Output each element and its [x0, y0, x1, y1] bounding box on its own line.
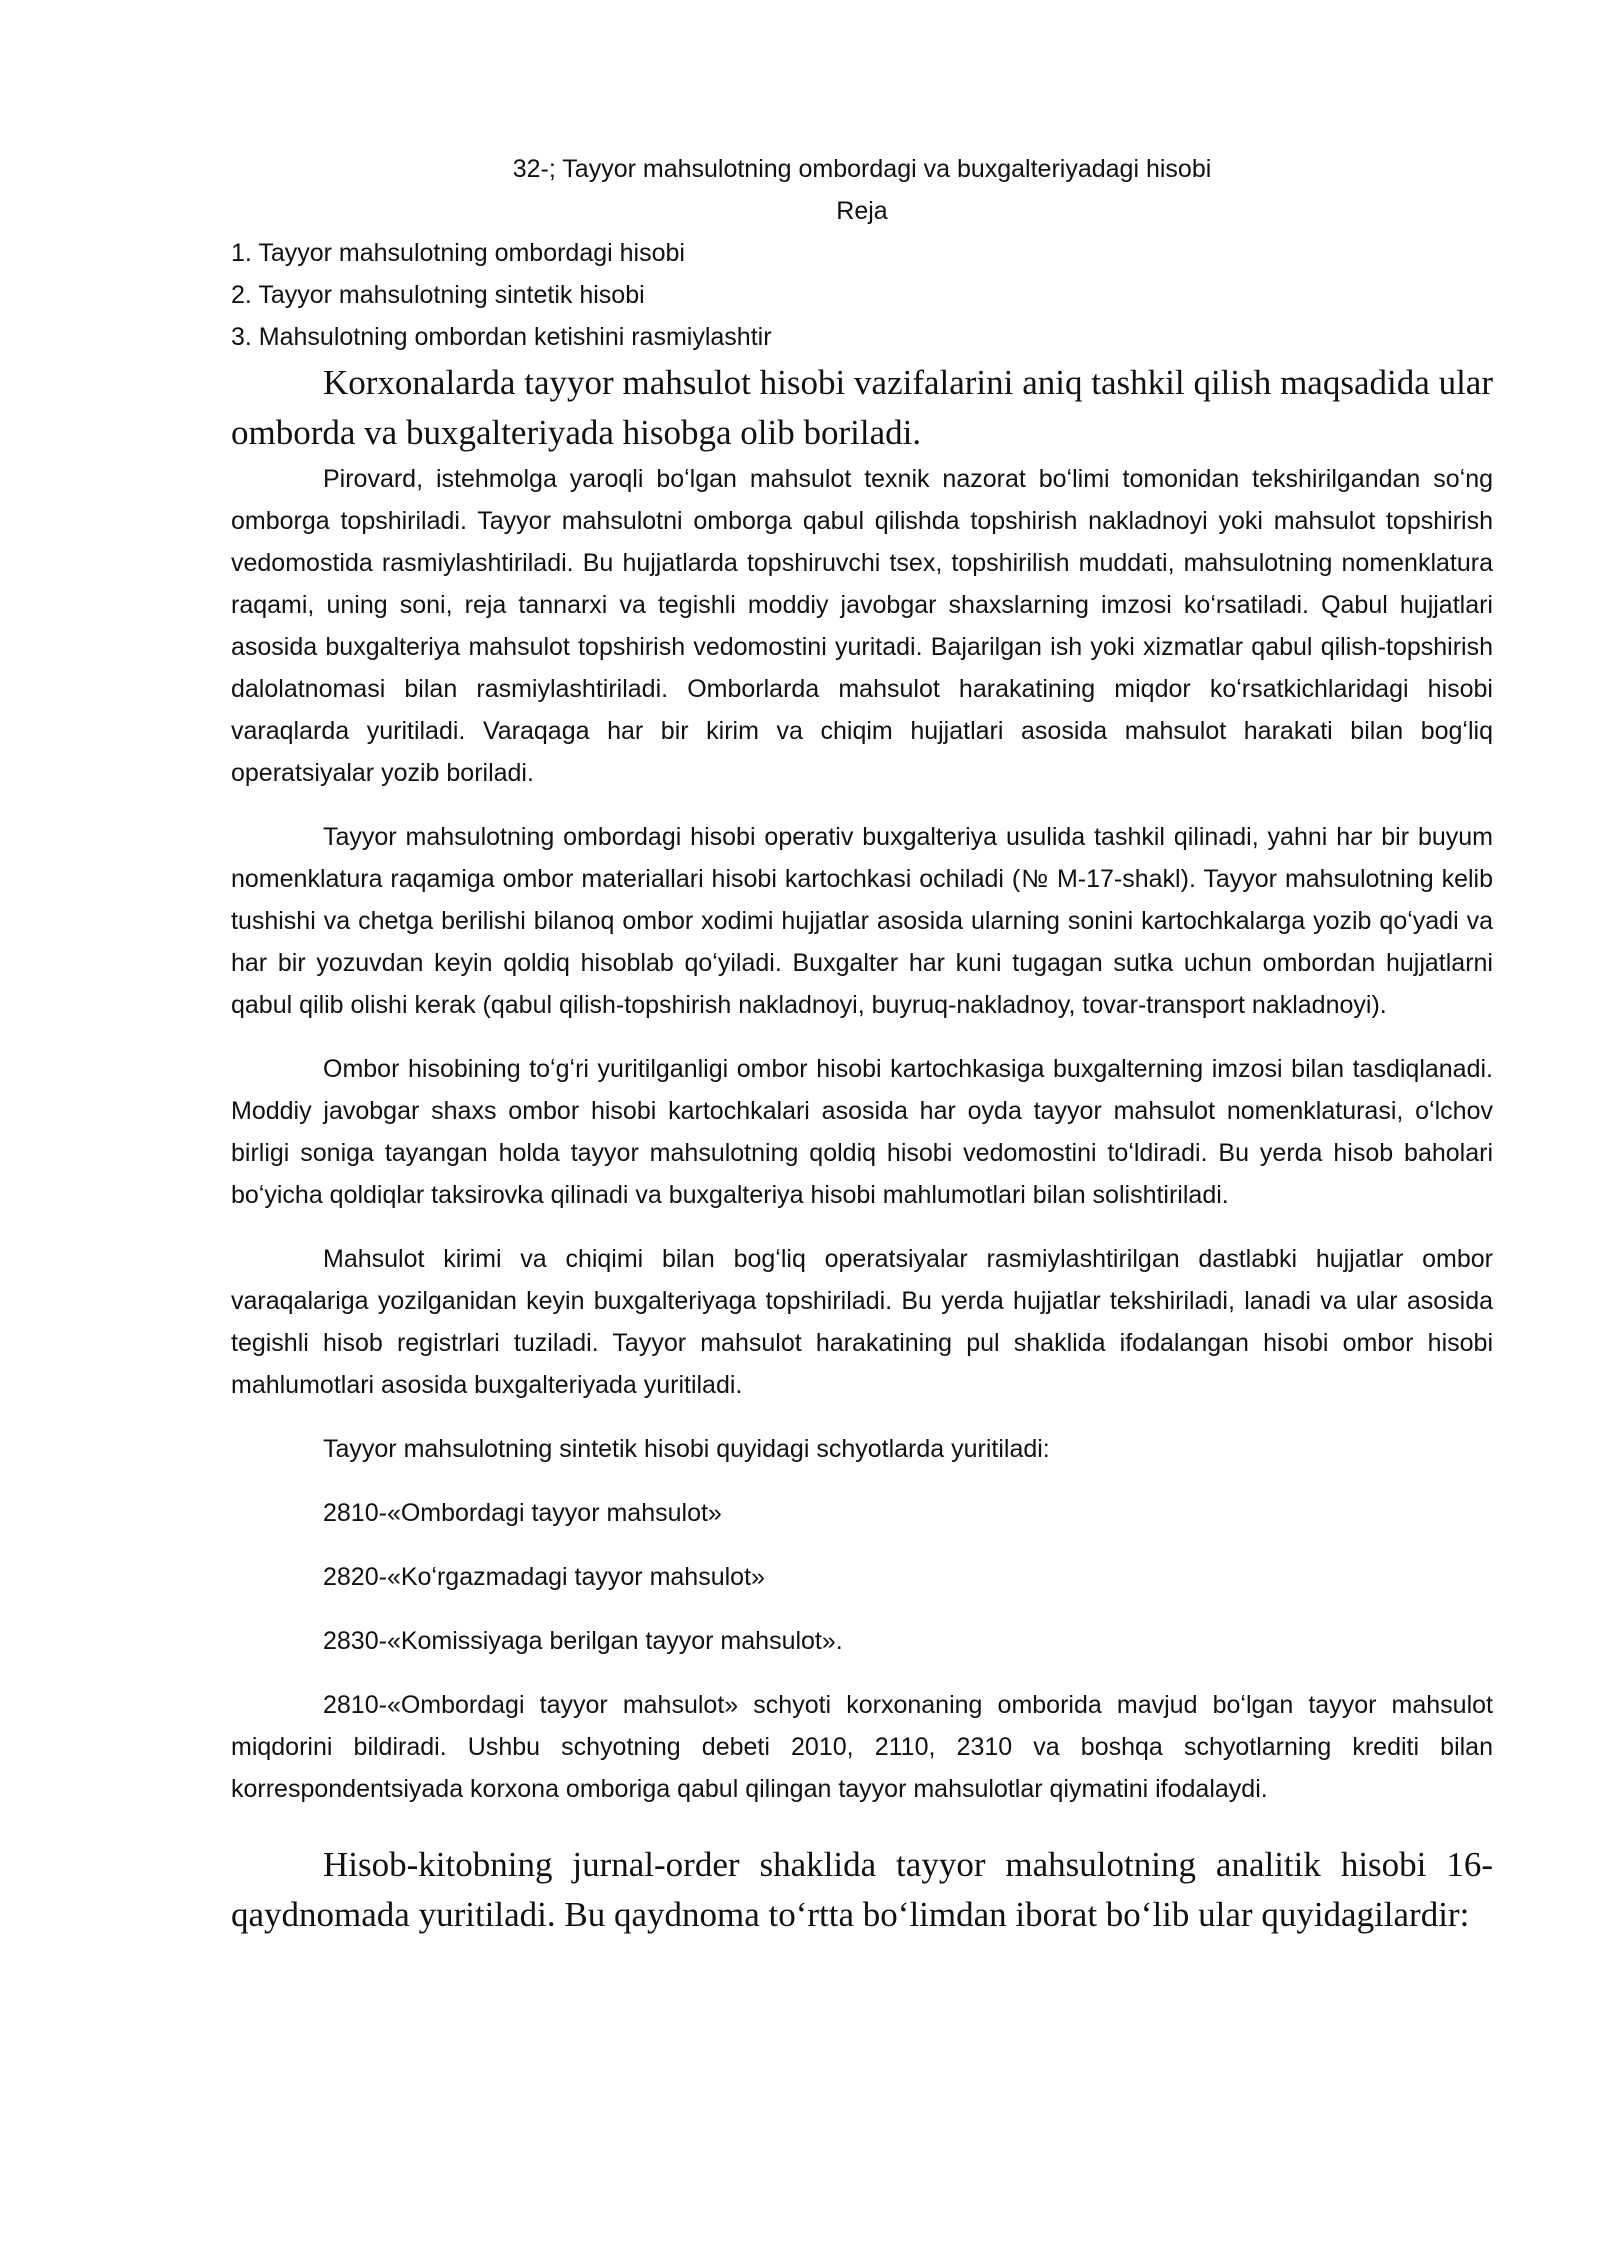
body-paragraph: Tayyor mahsulotning ombordagi hisobi operativ buxgalteriya usulida tashkil qilinadi, yahni har bir buyum nomenklatura raqamiga ombor materiallari hisobi kartochkasi ochiladi (№ M-17-shakl). Tayyor mahsulotning kelib tushishi va chetga berilishi bilanoq ombor xodimi hujjatlar asosida ularning sonini kartochkalarga yozib qoʻyadi va har bir yozuvdan keyin qoldiq hisoblab qoʻyiladi. Buxgalter har kuni tugagan sutka uchun ombordan hujjatlarni qabul qilib olishi kerak (qabul qilish-topshirish nakladnoyi, buyruq-nakladnoy, tovar-transport nakladnoyi). — [231, 823, 1493, 1019]
document-page — [231, 148, 1493, 1940]
body-paragraph: Ombor hisobining toʻgʻri yuritilganligi ombor hisobi kartochkasiga buxgalterning imzosi bilan tasdiqlanadi. Moddiy javobgar shaxs ombor hisobi kartochkalari asosida har oyda tayyor mahsulot nomenklaturasi, oʻlchov birligi soniga tayangan holda tayyor mahsulotning qoldiq hisobi vedomostini toʻldiradi. Bu yerda hisob baholari boʻyicha qoldiqlar taksirovka qilinadi va buxgalteriya hisobi mahlumotlari bilan solishtiriladi. — [231, 1055, 1493, 1209]
synthetic-intro: Tayyor mahsulotning sintetik hisobi quyidagi schyotlarda yuritiladi: — [323, 1435, 1050, 1463]
plan-item: 3. Mahsulotning ombordan ketishini rasmiylashtir — [231, 323, 772, 351]
account-item: 2820-«Koʻrgazmadagi tayyor mahsulot» — [323, 1563, 765, 1591]
document-title: 32-; Tayyor mahsulotning ombordagi va buxgalteriyadagi hisobi — [512, 155, 1212, 183]
account-item: 2810-«Ombordagi tayyor mahsulot» — [323, 1499, 722, 1527]
body-paragraph: Pirovard, istehmolga yaroqli boʻlgan mahsulot texnik nazorat boʻlimi tomonidan tekshirilgandan soʻng omborga topshiriladi. Tayyor mahsulotni omborga qabul qilishda topshirish nakladnoyi yoki mahsulot topshirish vedomostida rasmiylashtiriladi. Bu hujjatlarda topshiruvchi tsex, topshirilish muddati, mahsulotning nomenklatura raqami, uning soni, reja tannarxi va tegishli moddiy javobgar shaxslarning imzosi koʻrsatiladi. Qabul hujjatlari asosida buxgalteriya mahsulot topshirish vedomostini yuritadi. Bajarilgan ish yoki xizmatlar qabul qilish-topshirish dalolatnomasi bilan rasmiylashtiriladi. Omborlarda mahsulot harakatining miqdor koʻrsatkichlaridagi hisobi varaqlarda yuritiladi. Varaqaga har bir kirim va chiqim hujjatlari asosida mahsulot harakati bilan bogʻliq operatsiyalar yozib boriladi. — [231, 465, 1493, 787]
account-item: 2830-«Komissiyaga berilgan tayyor mahsulot». — [323, 1627, 843, 1655]
plan-item: 1. Tayyor mahsulotning ombordagi hisobi — [231, 239, 685, 267]
body-paragraph: Mahsulot kirimi va chiqimi bilan bogʻliq operatsiyalar rasmiylashtirilgan dastlabki hujjatlar ombor varaqalariga yozilganidan keyin buxgalteriyaga topshiriladi. Bu yerda hujjatlar tekshiriladi, lanadi va ular asosida tegishli hisob registrlari tuziladi. Tayyor mahsulot harakatining pul shaklida ifodalangan hisobi ombor hisobi mahlumotlari asosida buxgalteriyada yuritiladi. — [231, 1245, 1493, 1399]
plan-heading: Reja — [836, 197, 888, 225]
intro-paragraph: Korxonalarda tayyor mahsulot hisobi vazifalarini aniq tashkil qilish maqsadida ular omborda va buxgalteriyada hisobga olib boriladi. — [231, 363, 1493, 452]
closing-paragraph: Hisob-kitobning jurnal-order shaklida tayyor mahsulotning analitik hisobi 16-qaydnomada yuritiladi. Bu qaydnoma toʻrtta boʻlimdan iborat boʻlib ular quyidagilardir: — [231, 1845, 1493, 1934]
account-paragraph: 2810-«Ombordagi tayyor mahsulot» schyoti korxonaning omborida mavjud boʻlgan tayyor mahsulot miqdorini bildiradi. Ushbu schyotning debeti 2010, 2110, 2310 va boshqa schyotlarning krediti bilan korrespondentsiyada korxona omboriga qabul qilingan tayyor mahsulotlar qiymatini ifodalaydi. — [231, 1691, 1493, 1803]
plan-item: 2. Tayyor mahsulotning sintetik hisobi — [231, 281, 645, 309]
